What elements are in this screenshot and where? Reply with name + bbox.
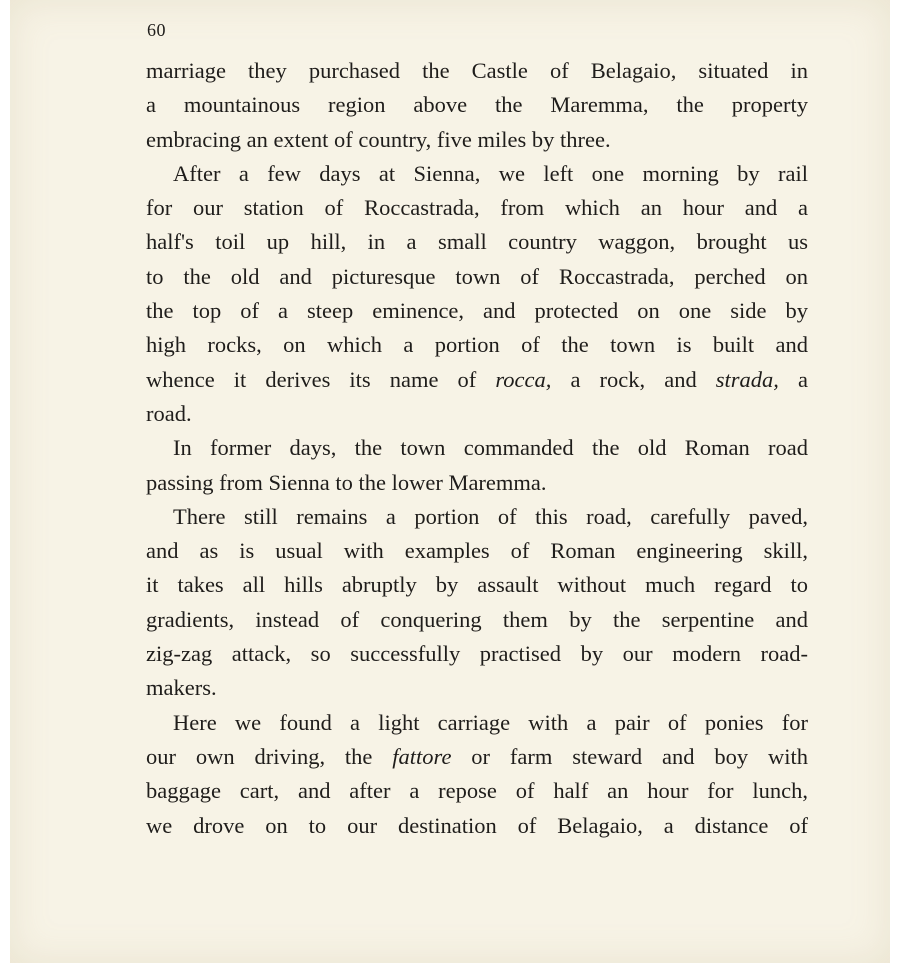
paragraph: [146, 706, 808, 843]
text-segment: a: [778, 366, 808, 392]
text-line: half's toil up hill, in a small country waggon, brought us: [146, 229, 808, 255]
body-text: [146, 54, 808, 843]
text-line: we drove on to our destination of Belagaio, a distance of: [146, 812, 808, 838]
text-line: embracing an extent of country, five miles by three.: [146, 126, 611, 152]
text-line: road.: [146, 400, 192, 426]
paragraph: [146, 54, 808, 157]
text-line: zig-zag attack, so successfully practised by our modern road-: [146, 641, 808, 667]
text-line: makers.: [146, 675, 217, 701]
italic-word-strada: strada,: [715, 366, 779, 392]
book-page: [10, 0, 890, 963]
text-line: high rocks, on which a portion of the town is built and: [146, 332, 808, 358]
text-line-with-italics: [146, 363, 808, 397]
text-line: a mountainous region above the Maremma, the property: [146, 92, 808, 118]
text-segment: whence it derives its name of: [146, 366, 496, 392]
text-segment: a rock, and: [551, 366, 716, 392]
italic-word-rocca: rocca,: [495, 366, 552, 392]
text-line: baggage cart, and after a repose of half an hour for lunch,: [146, 778, 808, 804]
text-line: marriage they purchased the Castle of Belagaio, situated in: [146, 58, 808, 83]
text-segment: or farm steward and boy with: [451, 743, 808, 769]
text-line: After a few days at Sienna, we left one morning by rail: [173, 160, 808, 186]
text-line: for our station of Roccastrada, from which an hour and a: [146, 195, 808, 221]
text-segment: our own driving, the: [146, 743, 393, 769]
text-line: Here we found a light carriage with a pair of ponies for: [173, 709, 808, 735]
text-line: There still remains a portion of this road, carefully paved,: [173, 503, 808, 529]
text-line: it takes all hills abruptly by assault without much regard to: [146, 572, 808, 598]
paragraph: [146, 500, 808, 706]
italic-word-fattore: fattore: [392, 743, 452, 769]
text-line: and as is usual with examples of Roman engineering skill,: [146, 538, 808, 564]
text-line: to the old and picturesque town of Roccastrada, perched on: [146, 263, 808, 289]
paragraph: [146, 431, 808, 500]
text-line: passing from Sienna to the lower Maremma.: [146, 469, 547, 495]
text-line-with-italics: [146, 740, 808, 774]
text-line: In former days, the town commanded the old Roman road: [173, 435, 808, 461]
text-line: the top of a steep eminence, and protected on one side by: [146, 298, 808, 324]
paragraph: [146, 157, 808, 431]
page-number: 60: [147, 20, 166, 40]
text-line: gradients, instead of conquering them by the serpentine and: [146, 606, 808, 632]
